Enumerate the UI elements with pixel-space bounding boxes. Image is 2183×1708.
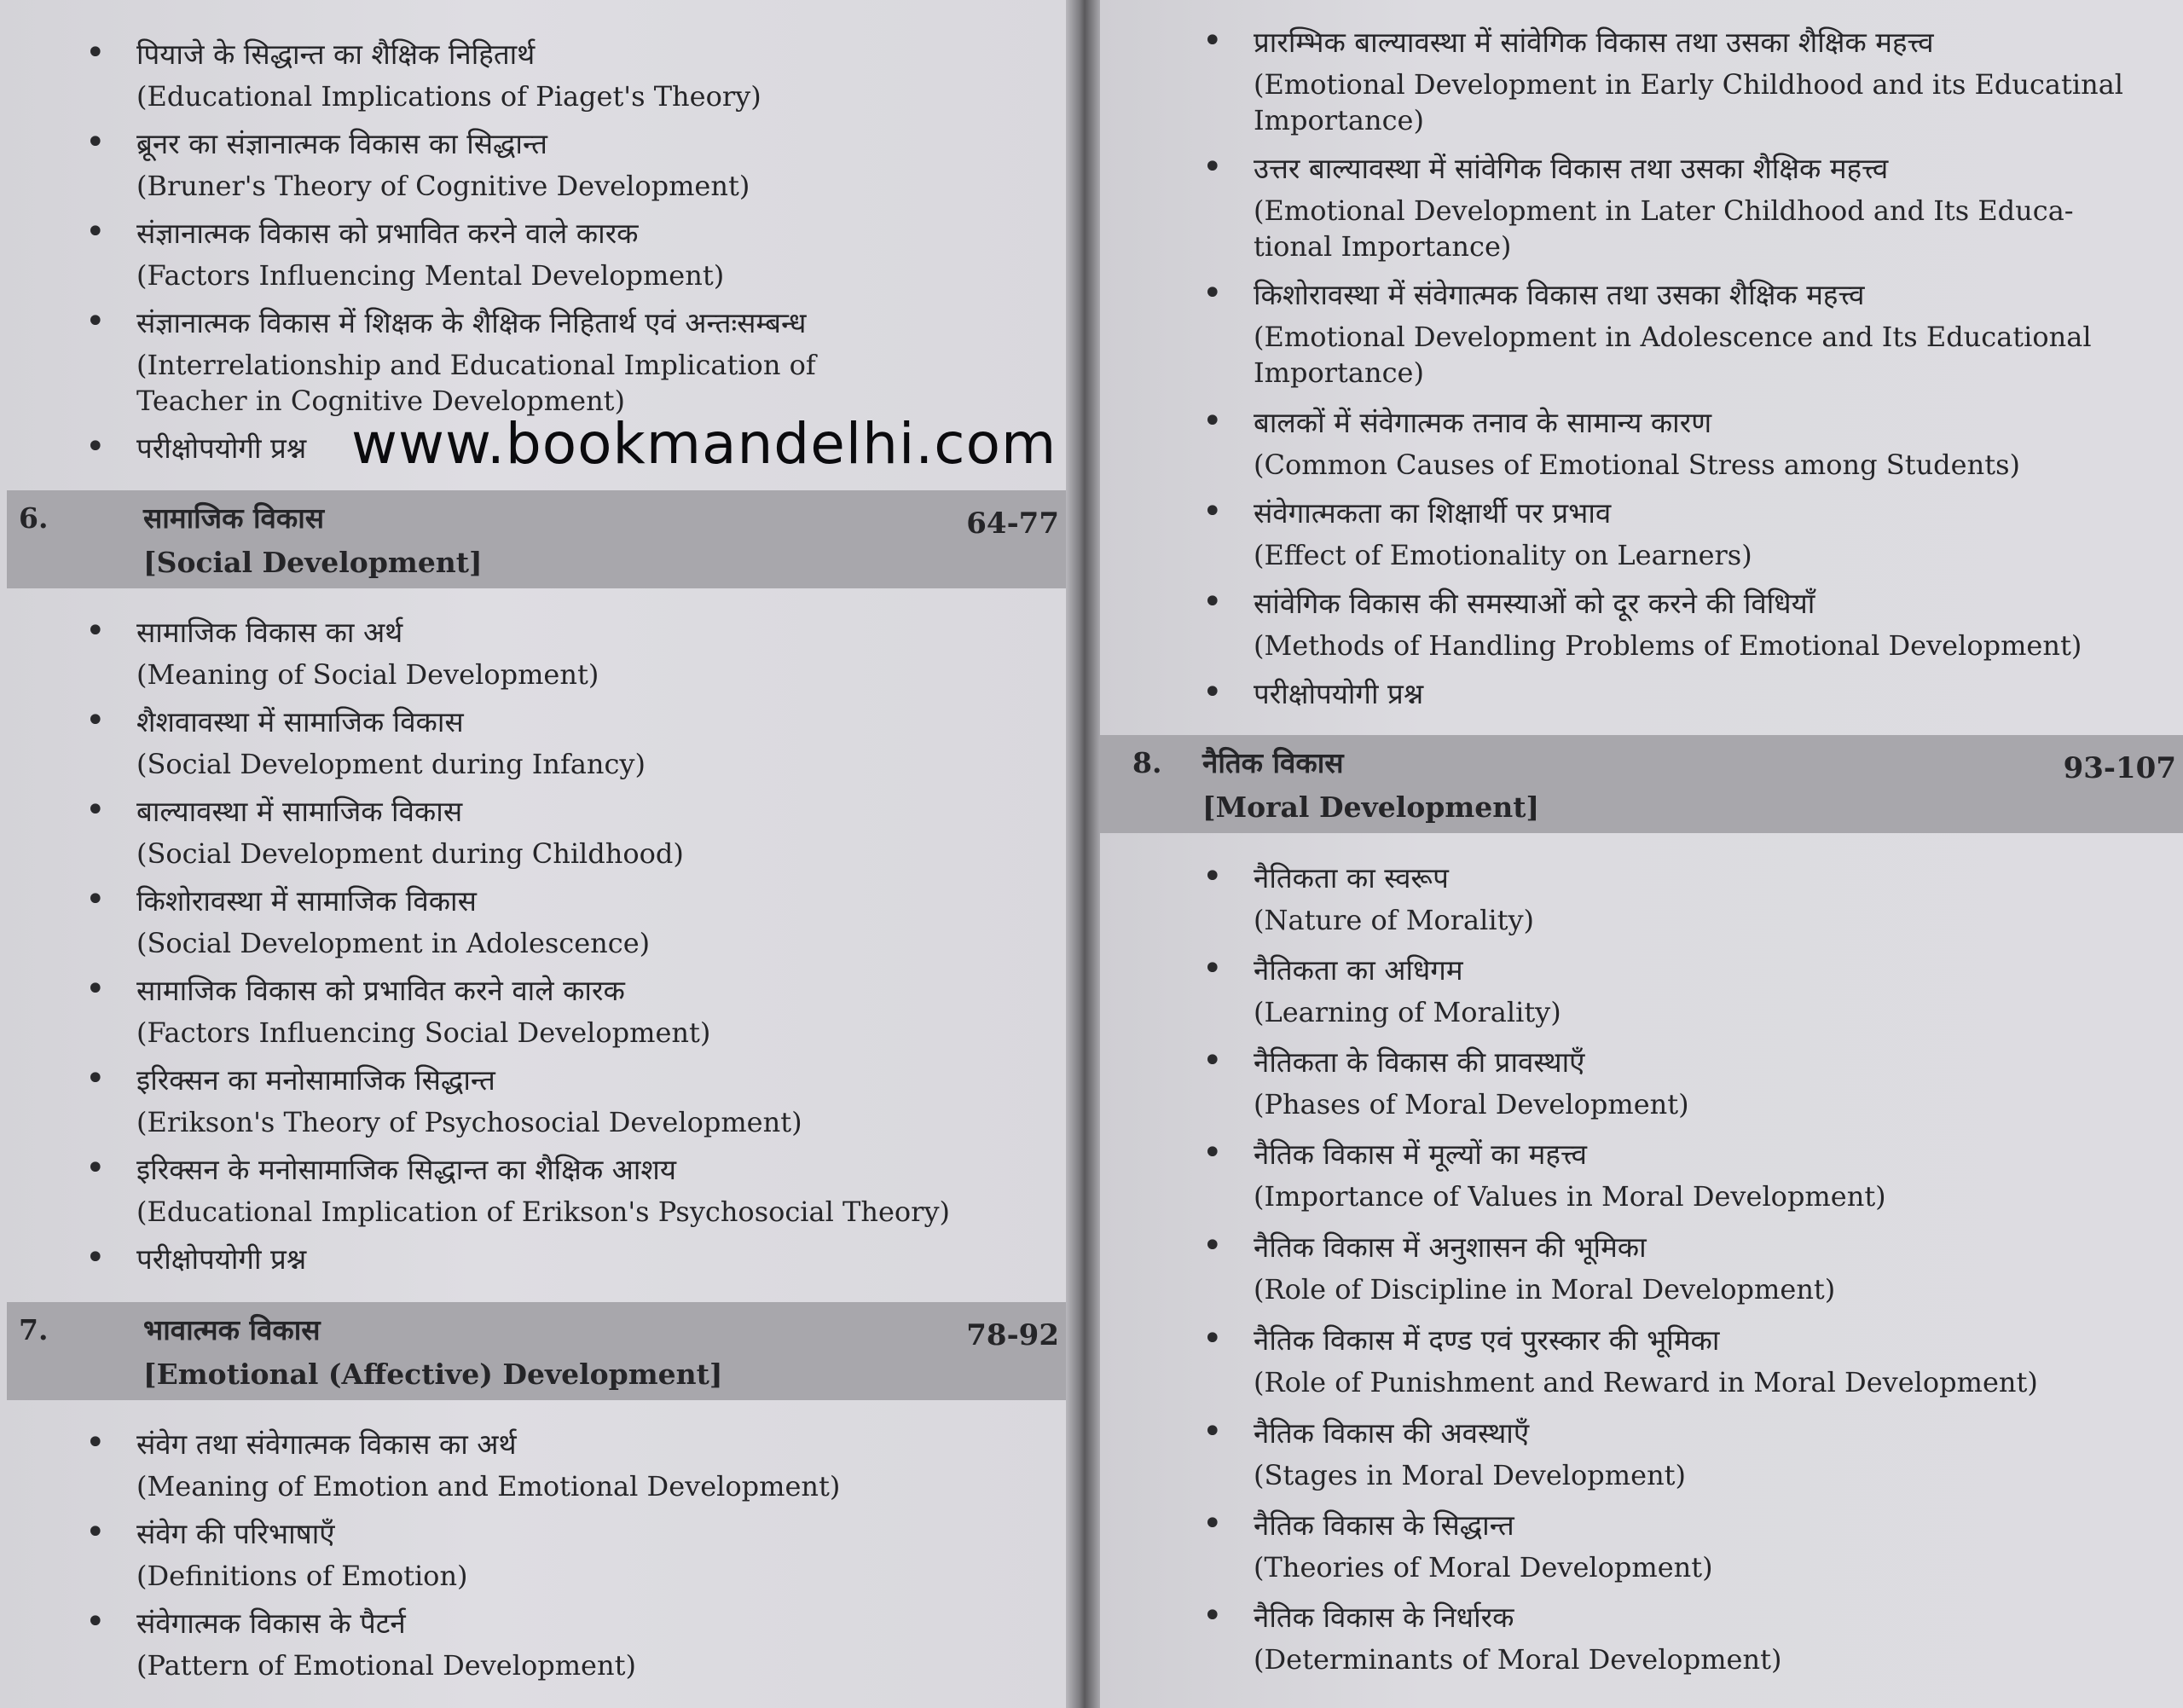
item-hindi: इरिक्सन के मनोसामाजिक सिद्धान्त का शैक्षिक आशय [136, 1153, 676, 1186]
item-english: (Pattern of Emotional Development) [136, 1649, 636, 1682]
item-english: (Educational Implications of Piaget's Theory) [136, 80, 761, 113]
item-hindi: नैतिक विकास में मूल्यों का महत्त्व [1254, 1138, 1588, 1171]
bullet-icon: • [1202, 1041, 1223, 1080]
item-english: (Social Development during Infancy) [136, 748, 646, 780]
item-english: (Effect of Emotionality on Learners) [1254, 539, 1752, 571]
item-hindi: संवेगात्मकता का शिक्षार्थी पर प्रभाव [1254, 496, 1612, 530]
item-english: (Emotional Development in Later Childhood and Its Educa-tional Importance) [1254, 194, 2074, 263]
watermark-text: www.bookmandelhi.com [351, 411, 1057, 477]
bullet-icon: • [85, 1149, 106, 1188]
chapter-number: 7. [19, 1313, 49, 1346]
item-english: (Emotional Development in Adolescence and Its Educational Importance) [1254, 321, 2092, 389]
bullet-icon: • [85, 880, 106, 919]
item-hindi: नैतिक विकास के सिद्धान्त [1254, 1508, 1514, 1542]
bullet-icon: • [1202, 673, 1223, 712]
item-english: (Factors Influencing Social Development) [136, 1016, 711, 1049]
item-english: (Methods of Handling Problems of Emotional Development) [1254, 629, 2082, 662]
item-english: (Social Development during Childhood) [136, 837, 684, 870]
bullet-icon: • [1202, 1412, 1223, 1451]
item-english: (Bruner's Theory of Cognitive Development) [136, 170, 750, 202]
item-hindi: नैतिकता का स्वरूप [1254, 861, 1449, 895]
item-hindi: शैशवावस्था में सामाजिक विकास [136, 705, 464, 738]
chapter-header [7, 490, 1066, 588]
item-hindi: उत्तर बाल्यावस्था में सांवेगिक विकास तथा उसका शैक्षिक महत्त्व [1254, 152, 1889, 185]
item-hindi: संवेगात्मक विकास के पैटर्न [136, 1607, 406, 1640]
chapter-pages: 78-92 [966, 1318, 1059, 1352]
bullet-icon: • [1202, 1133, 1223, 1172]
chapter-pages: 64-77 [966, 507, 1059, 541]
bullet-icon: • [85, 1238, 106, 1277]
bullet-icon: • [85, 970, 106, 1009]
item-english: (Stages in Moral Development) [1254, 1459, 1687, 1491]
item-english: (Role of Discipline in Moral Development) [1254, 1273, 1836, 1306]
bullet-icon: • [1202, 274, 1223, 313]
item-english: (Learning of Morality) [1254, 996, 1561, 1028]
item-hindi: नैतिक विकास की अवस्थाएँ [1254, 1416, 1530, 1450]
chapter-title-english: [Social Development] [143, 546, 483, 579]
item-english: (Factors Influencing Mental Development) [136, 259, 725, 292]
item-hindi: नैतिक विकास में अनुशासन की भूमिका [1254, 1230, 1647, 1264]
bullet-icon: • [85, 212, 106, 252]
item-english: (Nature of Morality) [1254, 904, 1535, 936]
chapter-title-hindi: सामाजिक विकास [143, 501, 325, 535]
bullet-icon: • [1202, 949, 1223, 988]
chapter-pages: 93-107 [2063, 751, 2176, 785]
chapter-title-hindi: भावात्मक विकास [143, 1313, 321, 1346]
bullet-icon: • [85, 1423, 106, 1462]
item-hindi: किशोरावस्था में संवेगात्मक विकास तथा उसका शैक्षिक महत्त्व [1254, 278, 1865, 311]
right-page [1100, 0, 2183, 1708]
bullet-icon: • [85, 427, 106, 466]
item-hindi: इरिक्सन का मनोसामाजिक सिद्धान्त [136, 1063, 495, 1097]
bullet-icon: • [1202, 857, 1223, 896]
bullet-icon: • [1202, 402, 1223, 441]
item-hindi: पियाजे के सिद्धान्त का शैक्षिक निहितार्थ [136, 38, 536, 71]
item-hindi: सांवेगिक विकास की समस्याओं को दूर करने की विधियाँ [1254, 587, 1815, 620]
bullet-icon: • [85, 701, 106, 740]
item-english: (Determinants of Moral Development) [1254, 1643, 1782, 1676]
left-page [0, 0, 1066, 1708]
item-english: (Emotional Development in Early Childhood and its Educatinal Importance) [1254, 68, 2123, 136]
bullet-icon: • [1202, 21, 1223, 61]
item-english: (Common Causes of Emotional Stress among Students) [1254, 449, 2020, 481]
item-hindi: प्रारम्भिक बाल्यावस्था में सांवेगिक विकास तथा उसका शैक्षिक महत्त्व [1254, 26, 1934, 59]
chapter-number: 8. [1132, 746, 1162, 779]
item-hindi: नैतिकता के विकास की प्रावस्थाएँ [1254, 1045, 1585, 1079]
item-english: (Educational Implication of Erikson's Psychosocial Theory) [136, 1196, 951, 1228]
bullet-icon: • [1202, 582, 1223, 622]
bullet-icon: • [85, 611, 106, 651]
item-hindi: किशोरावस्था में सामाजिक विकास [136, 884, 477, 918]
chapter-header [7, 1302, 1066, 1400]
chapter-title-hindi: नैतिक विकास [1202, 746, 1344, 779]
item-hindi: सामाजिक विकास को प्रभावित करने वाले कारक [136, 974, 625, 1007]
item-hindi: सामाजिक विकास का अर्थ [136, 616, 403, 649]
item-hindi: नैतिक विकास में दण्ड एवं पुरस्कार की भूमिका [1254, 1323, 1720, 1357]
item-hindi: परीक्षोपयोगी प्रश्न [1254, 677, 1424, 710]
item-hindi: बाल्यावस्था में सामाजिक विकास [136, 795, 463, 828]
item-english: (Erikson's Theory of Psychosocial Development) [136, 1106, 802, 1138]
item-english: (Meaning of Emotion and Emotional Development) [136, 1470, 841, 1502]
bullet-icon: • [85, 1513, 106, 1552]
item-english: (Definitions of Emotion) [136, 1560, 468, 1592]
bullet-icon: • [1202, 1319, 1223, 1358]
bullet-icon: • [85, 123, 106, 162]
item-english: (Theories of Moral Development) [1254, 1551, 1713, 1584]
bullet-icon: • [1202, 1596, 1223, 1636]
item-hindi: नैतिकता का अधिगम [1254, 953, 1463, 987]
item-hindi: बालकों में संवेगात्मक तनाव के सामान्य कारण [1254, 406, 1712, 439]
item-hindi: परीक्षोपयोगी प्रश्न [136, 431, 307, 465]
item-english: (Phases of Moral Development) [1254, 1088, 1689, 1120]
chapter-title-english: [Emotional (Affective) Development] [143, 1358, 723, 1391]
item-hindi: संज्ञानात्मक विकास को प्रभावित करने वाले कारक [136, 217, 639, 250]
bullet-icon: • [1202, 1226, 1223, 1265]
item-english: (Social Development in Adolescence) [136, 927, 651, 959]
book-gutter [1066, 0, 1100, 1708]
chapter-header [1100, 735, 2183, 833]
chapter-number: 6. [19, 501, 49, 535]
item-hindi: नैतिक विकास के निर्धारक [1254, 1601, 1514, 1634]
item-hindi: संवेग की परिभाषाएँ [136, 1517, 335, 1550]
item-english: (Importance of Values in Moral Development) [1254, 1180, 1886, 1213]
bullet-icon: • [85, 1602, 106, 1641]
item-hindi: परीक्षोपयोगी प्रश्न [136, 1242, 307, 1276]
item-hindi: संवेग तथा संवेगात्मक विकास का अर्थ [136, 1427, 517, 1461]
item-english: (Meaning of Social Development) [136, 658, 599, 691]
bullet-icon: • [85, 790, 106, 830]
item-hindi: ब्रूनर का संज्ञानात्मक विकास का सिद्धान्त [136, 127, 547, 160]
bullet-icon: • [1202, 492, 1223, 531]
bullet-icon: • [1202, 1504, 1223, 1543]
bullet-icon: • [85, 33, 106, 72]
bullet-icon: • [85, 1059, 106, 1098]
bullet-icon: • [85, 302, 106, 341]
item-english: (Interrelationship and Educational Implication of Teacher in Cognitive Development) [136, 349, 816, 417]
bullet-icon: • [1202, 148, 1223, 187]
item-english: (Role of Punishment and Reward in Moral Development) [1254, 1366, 2038, 1398]
item-hindi: संज्ञानात्मक विकास में शिक्षक के शैक्षिक निहितार्थ एवं अन्तःसम्बन्ध [136, 306, 807, 339]
chapter-title-english: [Moral Development] [1202, 790, 1540, 824]
